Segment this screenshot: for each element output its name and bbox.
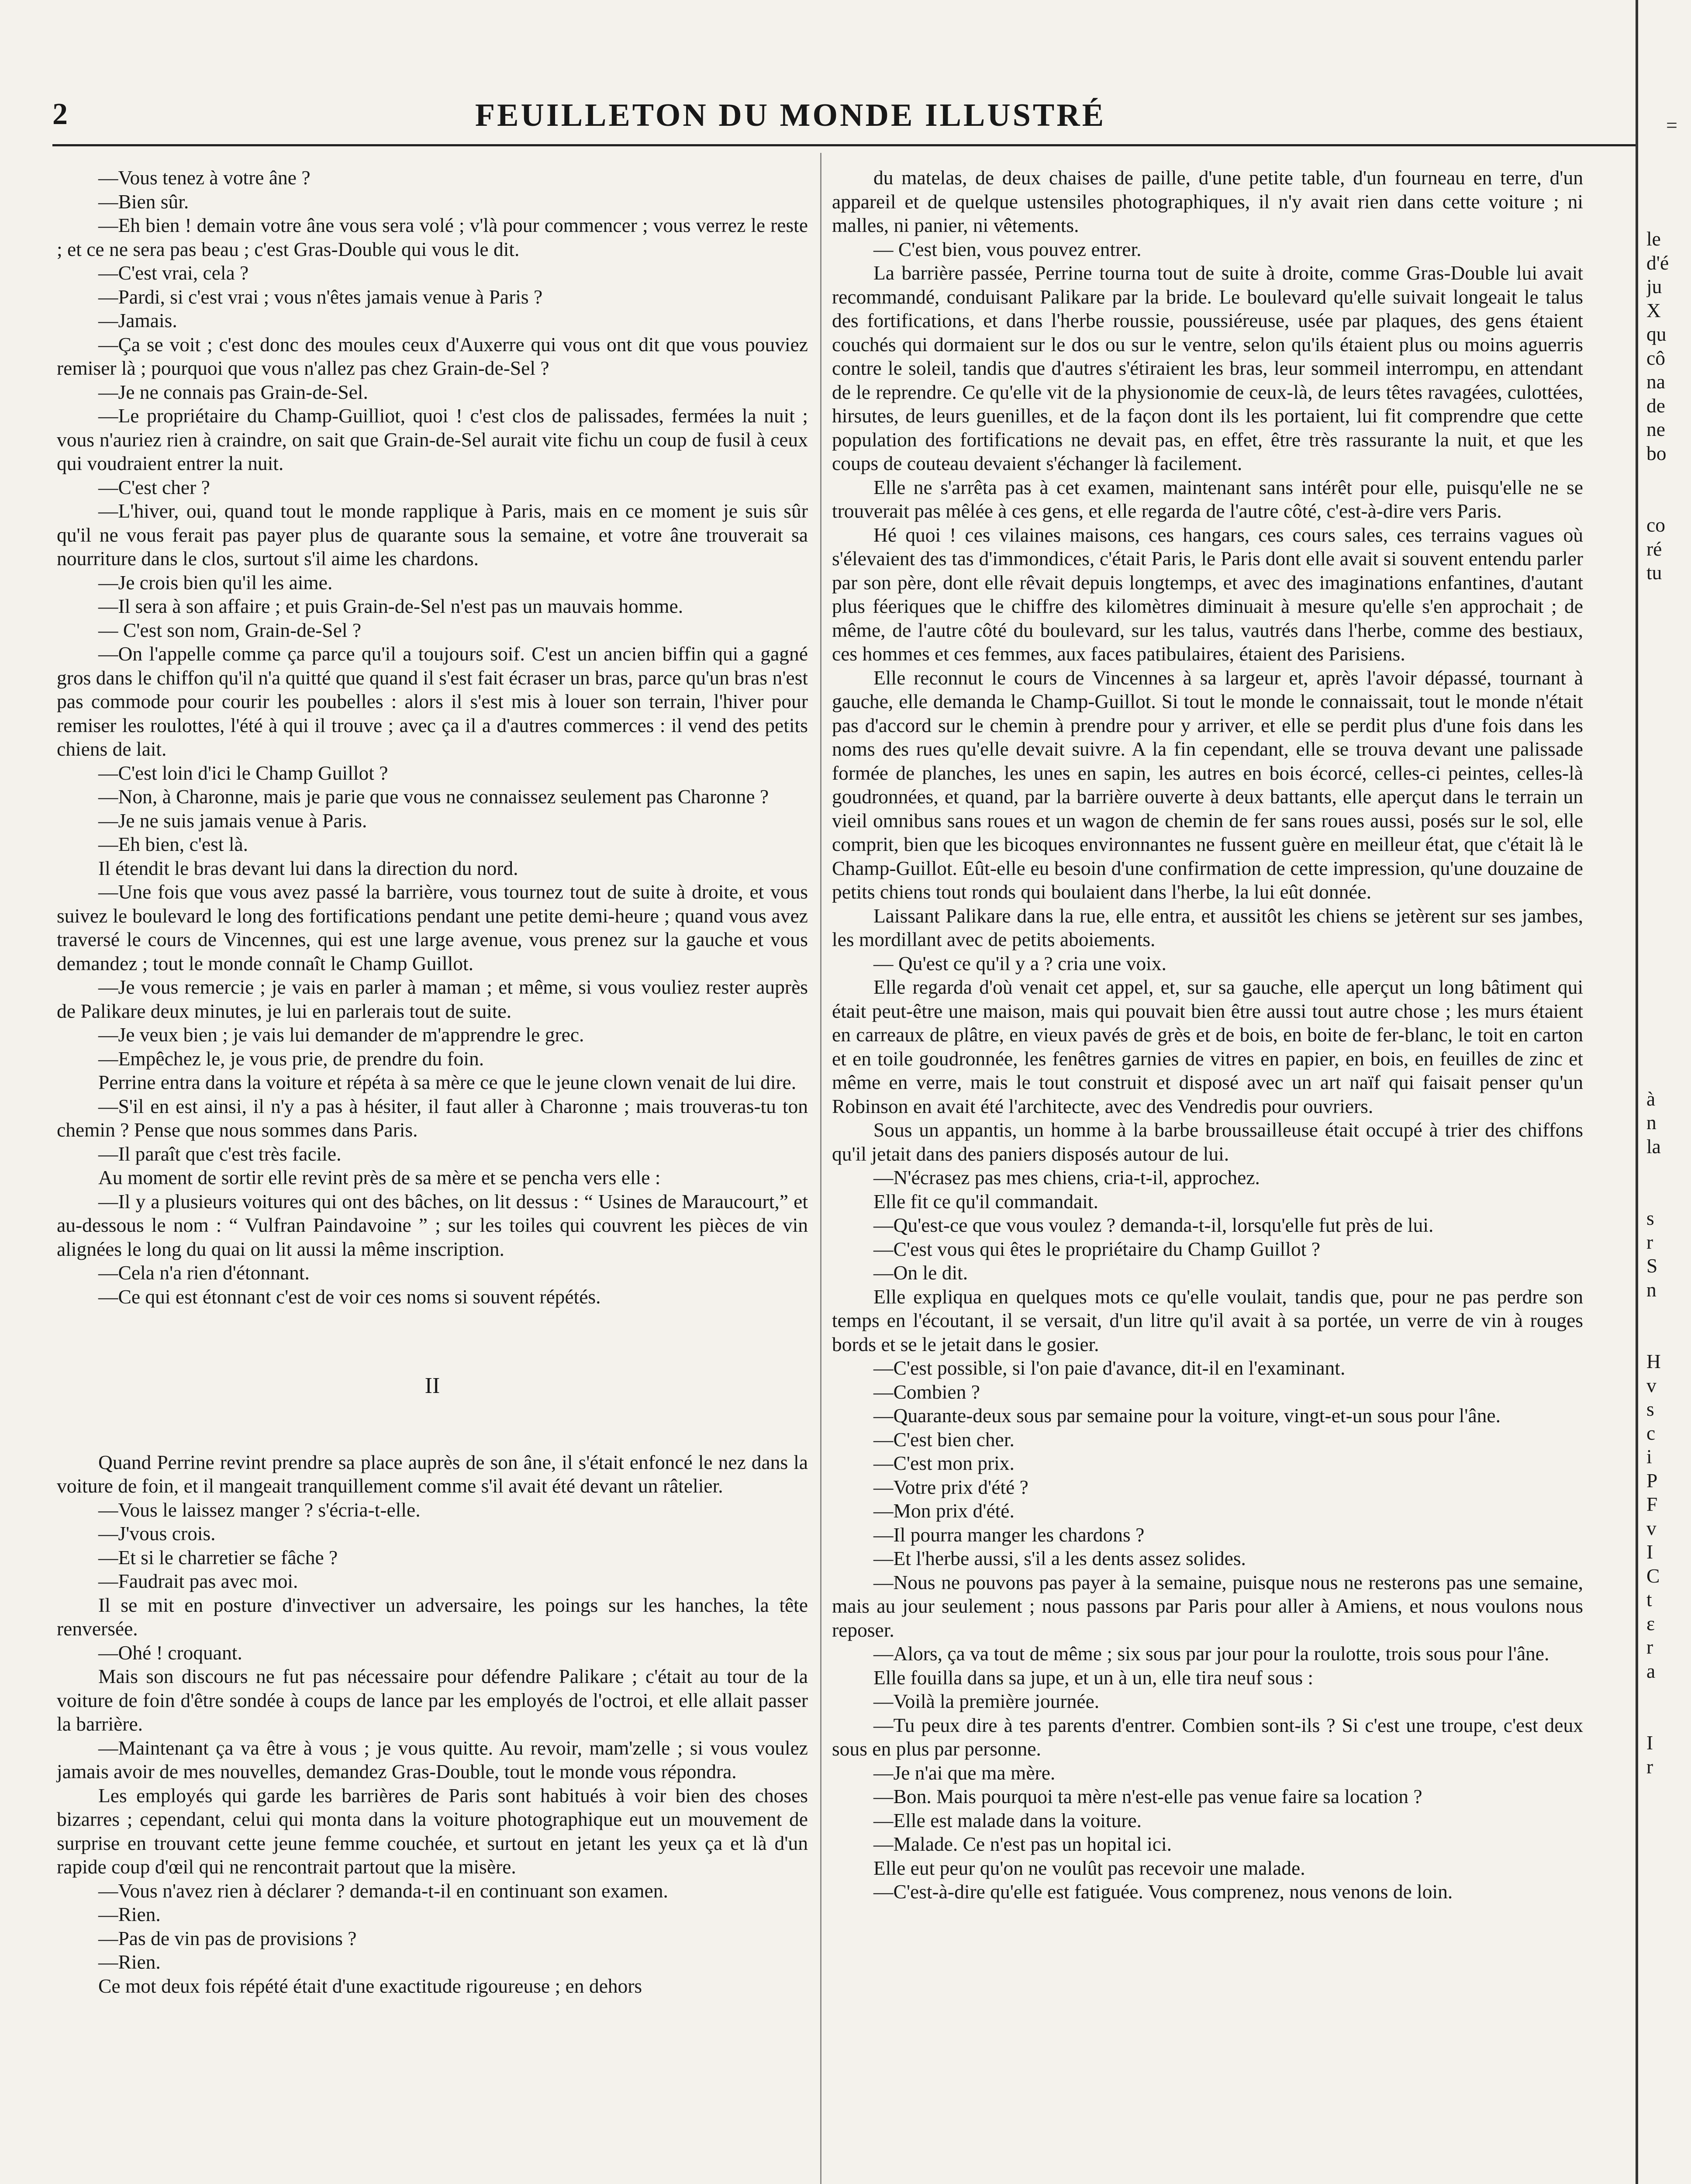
paragraph: —Eh bien ! demain votre âne vous sera volé ; v'là pour commencer ; vous verrez le reste ; et ce ne sera pas beau ; c'est Gras-Double qui vous le dit. [57, 214, 808, 260]
paragraph: —Mon prix d'été. [873, 1500, 1015, 1522]
paragraph: Elle regarda d'où venait cet appel, et, sur sa gauche, elle aperçut un long bâtiment qui était peut-être une maison, mais qui pouvait bien être aussi tout autre chose ; les murs étaient en carreaux de plâtre, en vieux pavés de grès et de bois, en boite de fer-blanc, le toit en carton et en toile goudronnée, les fenêtres garnies de vitres en papier, en bois, en feuilles de zinc et même en verre, mais le tout construit et disposé avec un art naïf qui faisait penser qu'un Robinson en avait été l'architecte, avec des Vendredis pour ouvriers. [832, 976, 1583, 1117]
fragment-line: ε [1646, 1612, 1655, 1635]
paragraph: —Vous n'avez rien à déclarer ? demanda-t-il en continuant son examen. [98, 1879, 668, 1902]
paragraph: —Je vous remercie ; je vais en parler à maman ; et même, si vous vouliez rester auprès de Palikare deux minutes, je lui en parlerais tout de suite. [57, 976, 808, 1022]
fragment-gap [1646, 1158, 1691, 1206]
paragraph: —Nous ne pouvons pas payer à la semaine, puisque nous ne resterons pas une semaine, mais au jour seulement ; nous passons par Paris pour aller à Amiens, et nous voulons nous reposer. [832, 1571, 1583, 1641]
paragraph: —Il paraît que c'est très facile. [98, 1142, 342, 1165]
section-numeral: II [424, 1373, 440, 1398]
paragraph: —On le dit. [873, 1261, 968, 1284]
paragraph: —Bien sûr. [98, 190, 189, 213]
paragraph: Ce mot deux fois répété était d'une exactitude rigoureuse ; en dehors [98, 1974, 642, 1997]
paragraph: Elle fit ce qu'il commandait. [873, 1190, 1098, 1213]
paragraph: —Quarante-deux sous par semaine pour la voiture, vingt-et-un sous pour l'âne. [873, 1404, 1501, 1427]
fragment-line: à [1646, 1087, 1656, 1110]
fragment-line: F [1646, 1493, 1658, 1515]
paragraph: du matelas, de deux chaises de paille, d'une petite table, d'un fourneau en terre, d'un appareil et de quelque ustensiles photographiques, il n'y avait rien dans cette voiture ; ni malles, ni panier, ni vêtements. [832, 166, 1583, 236]
paragraph: La barrière passée, Perrine tourna tout de suite à droite, comme Gras-Double lui avait recommandé, conduisant Palikare par la bride. Le boulevard qu'elle suivait longeait le talus des fortifications, et dans l'herbe roussie, poussiéreuse, usée par plaques, des gens étaient couchés qui dormaient sur le dos ou sur le ventre, selon qu'ils étaient plus ou moins aguerris contre le soleil, tandis que d'autres s'étiraient les bras, leur sommeil interrompu, en attendant de le reprendre. Ce qu'elle vit de la physionomie de ceux-là, de leurs têtes ravagées, culottées, hirsutes, de leurs guenilles, et de la façon dont ils les portaient, lui fit comprendre que cette population des fortifications ne devait pas, en effet, être très rassurante la nuit, et que les coups de couteau devaient s'échanger là facilement. [832, 262, 1583, 474]
fragment-line: r [1646, 1755, 1653, 1778]
paragraph: —Je ne suis jamais venue à Paris. [98, 809, 367, 832]
paragraph: —Non, à Charonne, mais je parie que vous ne connaissez seulement pas Charonne ? [98, 785, 769, 808]
header-rule [52, 144, 1636, 146]
paragraph: —Jamais. [98, 309, 177, 332]
paragraph: —L'hiver, oui, quand tout le monde rapplique à Paris, mais en ce moment je suis sûr qu'il ne vous ferait pas payer plus de quarante sous la semaine, et votre âne trouverait sa nourriture dans le clos, surtout s'il aime les chardons. [57, 500, 808, 570]
paragraph: —Cela n'a rien d'étonnant. [98, 1261, 310, 1284]
fragment-gap [1646, 585, 1691, 1087]
paragraph: —Voilà la première journée. [873, 1690, 1100, 1712]
fragment-line: s [1646, 1398, 1654, 1420]
paragraph: —Je crois bien qu'il les aime. [98, 571, 333, 594]
paragraph: Il étendit le bras devant lui dans la direction du nord. [98, 857, 518, 879]
paragraph: —Pardi, si c'est vrai ; vous n'êtes jamais venue à Paris ? [98, 285, 543, 308]
paragraph: —Ça se voit ; c'est donc des moules ceux d'Auxerre qui vous ont dit que vous pouviez remiser là ; pourquoi que vous n'allez pas chez Grain-de-Sel ? [57, 333, 808, 379]
fragment-line: la [1646, 1135, 1661, 1158]
fragment-line: a [1646, 1659, 1656, 1682]
adjacent-page-fragments [1646, 227, 1691, 1779]
paragraph: Sous un appantis, un homme à la barbe broussailleuse était occupé à trier des chiffons qu'il jetait dans des paniers disposés autour de lui. [832, 1119, 1583, 1165]
fragment-line: na [1646, 370, 1665, 393]
paragraph: Hé quoi ! ces vilaines maisons, ces hangars, ces cours sales, ces terrains vagues où s'élevaient des tas d'immondices, c'était Paris, le Paris dont elle avait si souvent entendu parler par son père, dont elle rêvait depuis longtemps, et avec des imaginations enfantines, d'autant plus féeriques que le chiffre des kilomètres diminuait à mesure qu'elle s'en approchait ; de même, de l'autre côté du boulevard, sur les talus, vautrés dans l'herbe, comme des bestiaux, ces hommes et ces femmes, aux faces patibulaires, étaient des Parisiens. [832, 523, 1583, 665]
paragraph: —Rien. [98, 1903, 161, 1925]
fragment-line: v [1646, 1517, 1656, 1539]
fragment-line: r [1646, 1230, 1653, 1253]
paragraph: —Eh bien, c'est là. [98, 833, 248, 855]
paragraph: —Faudrait pas avec moi. [98, 1570, 298, 1592]
paragraph: —Alors, ça va tout de même ; six sous par jour pour la roulotte, trois sous pour l'âne. [873, 1642, 1550, 1665]
paragraph: —Et si le charretier se fâche ? [98, 1546, 338, 1569]
paragraph: Mais son discours ne fut pas nécessaire pour défendre Palikare ; c'était au tour de la voiture de foin d'être sondée à coups de lance par les employés de l'octroi, et elle allait passer la barrière. [57, 1665, 808, 1735]
paragraph: —Ce qui est étonnant c'est de voir ces noms si souvent répétés. [98, 1285, 601, 1308]
adjacent-page-mark: = [1666, 114, 1677, 136]
paragraph: —Je ne connais pas Grain-de-Sel. [98, 380, 368, 403]
left-column-after [57, 1451, 808, 1998]
fragment-line: n [1646, 1278, 1656, 1301]
paragraph: Les employés qui garde les barrières de Paris sont habitués à voir bien des choses bizarres ; cependant, celui qui monta dans la voiture photographique eut un mouvement de surprise en trouvant cette jeune femme couchée, et surtout en jetant les yeux ça et là d'un rapide coup d'œil qui ne rencontrait partout que la misère. [57, 1784, 808, 1878]
paragraph: Quand Perrine revint prendre sa place auprès de son âne, il s'était enfoncé le nez dans la voiture de foin, et il mangeait tranquillement comme s'il avait été devant un râtelier. [57, 1451, 808, 1497]
paragraph: Elle ne s'arrêta pas à cet examen, maintenant sans intérêt pour elle, puisqu'elle ne se trouverait pas mêlée à ces gens, et elle regarda de l'autre côté, c'est-à-dire vers Paris. [832, 476, 1583, 522]
fragment-line: I [1646, 1541, 1653, 1563]
paragraph: —C'est bien cher. [873, 1428, 1015, 1451]
fragment-gap [1646, 465, 1691, 513]
fragment-line: le [1646, 228, 1661, 250]
fragment-line: P [1646, 1469, 1658, 1492]
fragment-line: s [1646, 1207, 1654, 1229]
fragment-gap [1646, 1302, 1691, 1350]
fragment-line: cô [1646, 346, 1665, 369]
paragraph: Elle fouilla dans sa jupe, et un à un, elle tira neuf sous : [873, 1666, 1314, 1689]
paragraph: —C'est vrai, cela ? [98, 262, 249, 284]
right-column [832, 166, 1583, 1904]
fragment-line: t [1646, 1588, 1652, 1610]
fragment-line: H [1646, 1350, 1661, 1372]
paragraph: —Vous tenez à votre âne ? [98, 166, 311, 189]
paragraph: —C'est possible, si l'on paie d'avance, dit-il en l'examinant. [873, 1357, 1346, 1379]
fragment-line: C [1646, 1564, 1660, 1587]
paragraph: — Qu'est ce qu'il y a ? cria une voix. [873, 952, 1166, 975]
left-column-before [57, 166, 808, 1309]
paragraph: —N'écrasez pas mes chiens, cria-t-il, approchez. [873, 1166, 1260, 1189]
paragraph: Elle eut peur qu'on ne voulût pas recevoir une malade. [873, 1856, 1305, 1879]
paragraph: — C'est bien, vous pouvez entrer. [873, 238, 1142, 260]
paragraph: —Il pourra manger les chardons ? [873, 1523, 1145, 1546]
fragment-line: ré [1646, 537, 1662, 560]
paragraph: —On l'appelle comme ça parce qu'il a toujours soif. C'est un ancien biffin qui a gagné gros dans le chiffon qu'il n'a quitté que quand il s'est fait écraser un bras, parce qu'un bras n'est pas commode pour courir les poubelles : alors il s'est mis à louer son terrain, l'hiver pour remiser les roulottes, l'été à qui il trouve ; avec ça il a d'autres commerces : il vend des petits chiens de lait. [57, 643, 808, 760]
paragraph: Laissant Palikare dans la rue, elle entra, et aussitôt les chiens se jetèrent sur ses jambes, les mordillant avec de petits aboiements. [832, 904, 1583, 950]
paragraph: Elle reconnut le cours de Vincennes à sa largeur et, après l'avoir dépassé, tournant à gauche, elle demanda le Champ-Guillot. Si tout le monde le connaissait, tout le monde n'était pas d'accord sur le chemin à prendre pour y arriver, et elle se perdit plus d'une fois dans les noms des rues qu'elle devait suivre. A la fin cependant, elle se trouva devant une palissade formée de planches, les unes en sapin, les autres en bois écorcé, celles-ci peintes, celles-là goudronnées, et quand, par la barrière ouverte à deux battants, elle aperçut dans le terrain un vieil omnibus sans roues et un wagon de chemin de fer sans roues aussi, posés sur le sol, elle comprit, bien que les bicoques environnantes ne fussent guère en meilleur état, que c'était là le Champ-Guillot. Eût-elle eu besoin d'une confirmation de cette impression, qu'une douzaine de petits chiens tout ronds qui boulaient dans l'herbe, la lui eût donnée. [832, 666, 1583, 903]
fragment-line: v [1646, 1374, 1656, 1396]
paragraph: —Rien. [98, 1951, 161, 1973]
paragraph: —C'est mon prix. [873, 1452, 1015, 1474]
paragraph: —Il sera à son affaire ; et puis Grain-de-Sel n'est pas un mauvais homme. [98, 595, 683, 617]
fragment-line: n [1646, 1111, 1656, 1133]
paragraph: —Le propriétaire du Champ-Guilliot, quoi ! c'est clos de palissades, fermées la nuit ; vous n'auriez rien à craindre, on sait que Grain-de-Sel aurait vite fichu un coup de fusil à ceux qui voudraient entrer la nuit. [57, 404, 808, 474]
fragment-line: I [1646, 1731, 1653, 1754]
column-divider [820, 153, 821, 2184]
paragraph: —Et l'herbe aussi, s'il a les dents assez solides. [873, 1547, 1246, 1569]
paragraph: Au moment de sortir elle revint près de sa mère et se pencha vers elle : [98, 1166, 661, 1189]
paragraph: —Bon. Mais pourquoi ta mère n'est-elle pas venue faire sa location ? [873, 1785, 1422, 1807]
paragraph: —S'il en est ainsi, il n'y a pas à hésiter, il faut aller à Charonne ; mais trouveras-tu ton chemin ? Pense que nous sommes dans Paris. [57, 1095, 808, 1141]
fragment-gap [1646, 1683, 1691, 1731]
paragraph: —Combien ? [873, 1380, 980, 1403]
paragraph: —C'est vous qui êtes le propriétaire du Champ Guillot ? [873, 1237, 1320, 1260]
fragment-line: ne [1646, 418, 1665, 440]
paragraph: —Je n'ai que ma mère. [873, 1761, 1056, 1784]
paragraph: —J'vous crois. [98, 1522, 216, 1545]
fragment-line: qu [1646, 323, 1667, 345]
paragraph: Perrine entra dans la voiture et répéta à sa mère ce que le jeune clown venait de lui dire. [98, 1071, 797, 1093]
paragraph: —Une fois que vous avez passé la barrière, vous tournez tout de suite à droite, et vous suivez le boulevard le long des fortifications pendant une petite demi-heure ; quand vous avez traversé le cours de Vincennes, qui est une large avenue, vous prenez sur la gauche et vous demandez ; tout le monde connaît le Champ Guillot. [57, 881, 808, 975]
page-edge-rule [1636, 0, 1638, 2184]
fragment-line: r [1646, 1636, 1653, 1658]
paragraph: — C'est son nom, Grain-de-Sel ? [98, 619, 362, 641]
paragraph: —Vous le laissez manger ? s'écria-t-elle. [98, 1498, 421, 1521]
paragraph: —Je veux bien ; je vais lui demander de m'apprendre le grec. [98, 1023, 584, 1046]
paragraph: —C'est loin d'ici le Champ Guillot ? [98, 761, 388, 784]
paragraph: —C'est-à-dire qu'elle est fatiguée. Vous comprenez, nous venons de loin. [873, 1880, 1453, 1903]
paragraph: —Malade. Ce n'est pas un hopital ici. [873, 1833, 1172, 1855]
running-head-title: FEUILLETON DU MONDE ILLUSTRÉ [475, 97, 1106, 133]
paragraph: —C'est cher ? [98, 476, 210, 498]
paragraph: —Maintenant ça va être à vous ; je vous quitte. Au revoir, mam'zelle ; si vous voulez jamais avoir de mes nouvelles, demandez Gras-Double, tout le monde vous répondra. [57, 1736, 808, 1783]
fragment-line: i [1646, 1445, 1652, 1468]
fragment-line: X [1646, 299, 1661, 321]
paragraph: —Qu'est-ce que vous voulez ? demanda-t-il, lorsqu'elle fut près de lui. [873, 1214, 1434, 1236]
fragment-line: d'é [1646, 251, 1669, 274]
paragraph: —Votre prix d'été ? [873, 1476, 1028, 1498]
fragment-line: bo [1646, 442, 1667, 464]
fragment-line: c [1646, 1421, 1656, 1444]
fragment-line: tu [1646, 561, 1662, 584]
paragraph: —Elle est malade dans la voiture. [873, 1809, 1142, 1832]
fragment-line: ju [1646, 275, 1662, 297]
paragraph: —Ohé ! croquant. [98, 1641, 242, 1664]
paragraph: —Il y a plusieurs voitures qui ont des bâches, on lit dessus : “ Usines de Maraucourt,” et au-dessous le nom : “ Vulfran Paindavoine ” ; sur les toiles qui couvrent les pièces de vin alignées le long du quai on lit aussi la même inscription. [57, 1190, 808, 1260]
page-number: 2 [52, 97, 68, 131]
paragraph: Il se mit en posture d'invectiver un adversaire, les poings sur les hanches, la tête renversée. [57, 1593, 808, 1640]
paragraph: Elle expliqua en quelques mots ce qu'elle voulait, tandis que, pour ne pas perdre son temps en l'écoutant, il se versait, d'un litre qu'il avait à sa portée, un verre de vin à rouges bords et se le jetait dans le gosier. [832, 1285, 1583, 1355]
fragment-line: S [1646, 1254, 1658, 1277]
paragraph: —Empêchez le, je vous prie, de prendre du foin. [98, 1047, 484, 1070]
paragraph: —Pas de vin pas de provisions ? [98, 1927, 357, 1949]
left-column [57, 166, 808, 1998]
paragraph: —Tu peux dire à tes parents d'entrer. Combien sont-ils ? Si c'est une troupe, c'est deux sous en plus par personne. [832, 1714, 1583, 1760]
fragment-line: de [1646, 394, 1665, 417]
fragment-line: co [1646, 514, 1665, 536]
